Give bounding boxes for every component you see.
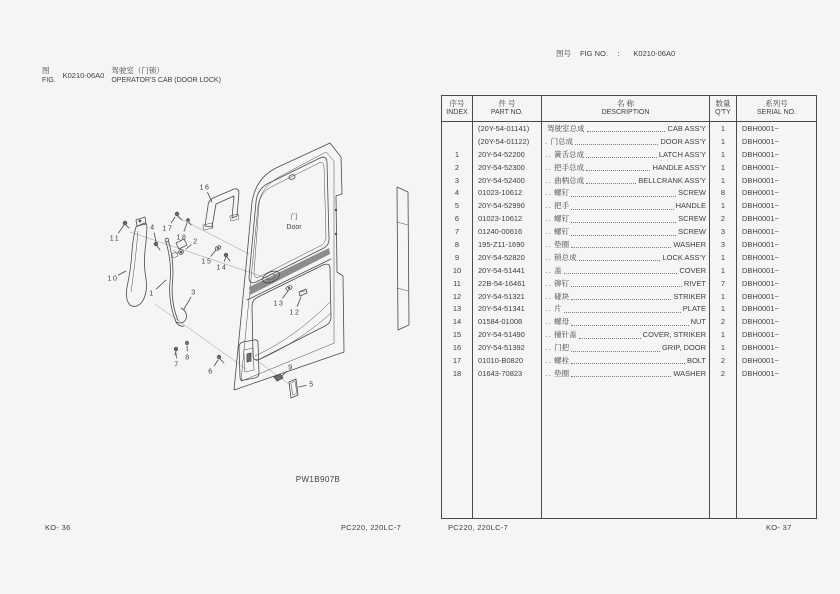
cell-description (541, 367, 709, 380)
callout-leader-line (171, 217, 175, 223)
dotted-leader (571, 228, 676, 236)
callout-label: 2 (193, 238, 199, 246)
fig-label-en: FIG. (42, 76, 56, 84)
cell-qty: 2 (709, 354, 736, 367)
dotted-leader (571, 356, 685, 364)
table-row (442, 341, 816, 354)
cell-qty: 1 (709, 174, 736, 187)
callout-leader-line (211, 250, 216, 256)
indent-dots: .. (545, 175, 553, 185)
table-empty-space (442, 380, 816, 518)
figno-label-en: FIG NO. (580, 49, 608, 58)
cell-description (541, 199, 709, 212)
cell-part-no: 01584-01008 (472, 315, 541, 328)
cell-serial: DBH0001~ (736, 148, 816, 161)
cell-index: 8 (454, 239, 460, 249)
description-en: SCREW (678, 227, 706, 237)
cell-index: 6 (454, 214, 460, 224)
cell-index: 5 (454, 201, 460, 211)
description-en: HANDLE (675, 201, 706, 211)
fig-title-cn: 驾驶室（门锁） (111, 66, 164, 75)
dotted-leader (571, 189, 676, 197)
dotted-leader (571, 240, 671, 248)
dotted-leader (571, 344, 660, 352)
indent-dots: .. (545, 214, 553, 224)
indent-dots: .. (545, 291, 553, 301)
right-model-label: PC220, 220LC-7 (448, 523, 509, 532)
cell-serial: DBH0001~ (736, 199, 816, 212)
dotted-leader (579, 331, 641, 339)
table-row (442, 354, 816, 367)
cell-description (541, 135, 709, 148)
cell-description (541, 264, 709, 277)
cell-index: 17 (452, 355, 462, 365)
indent-dots: .. (545, 201, 553, 211)
fig-title (111, 66, 221, 85)
cell-part-no: (20Y-54-01122) (472, 135, 541, 148)
description-en: RIVET (683, 278, 706, 288)
parts-table-rows (442, 122, 816, 380)
cell-index: 18 (452, 368, 462, 378)
cell-qty: 1 (709, 264, 736, 277)
cell-qty: 8 (709, 186, 736, 199)
cell-part-no: 20Y-54-51441 (472, 264, 541, 277)
table-row (442, 302, 816, 315)
table-row (442, 186, 816, 199)
parts-table-body (442, 122, 816, 518)
cell-index: 12 (452, 291, 462, 301)
description-en: PLATE (682, 304, 706, 314)
callout-label: 17 (162, 225, 174, 233)
lever-cover-part-10 (126, 217, 147, 306)
header-qty-en: Q'TY (715, 108, 731, 116)
cell-serial: DBH0001~ (736, 277, 816, 290)
callout-leader-line (184, 297, 191, 309)
header-index-cn: 序号 (449, 99, 465, 109)
cell-qty: 1 (709, 135, 736, 148)
cell-index: 13 (452, 304, 462, 314)
cell-description (541, 290, 709, 303)
callout-label: 11 (109, 235, 121, 243)
indent-dots: .. (545, 149, 553, 159)
cell-qty: 1 (709, 251, 736, 264)
description-cn: 门把 (554, 343, 570, 353)
cell-serial: DBH0001~ (736, 212, 816, 225)
cell-serial: DBH0001~ (736, 367, 816, 380)
description-cn: 螺钉 (554, 214, 570, 224)
description-en: DOOR ASS'Y (660, 136, 706, 146)
description-cn: 撞针盖 (554, 330, 577, 340)
cell-qty: 3 (709, 238, 736, 251)
callout-label: 14 (216, 264, 228, 272)
cell-part-no: (20Y-54-01141) (472, 122, 541, 135)
fig-title-en: OPERATOR'S CAB (DOOR LOCK) (111, 76, 221, 84)
callout-label: 8 (185, 354, 191, 362)
indent-dots: .. (545, 252, 553, 262)
description-cn: 螺钉 (554, 227, 570, 237)
header-qty (709, 96, 736, 121)
dotted-leader (571, 279, 682, 287)
cell-qty: 1 (709, 148, 736, 161)
cell-part-no: 20Y-54-51392 (472, 341, 541, 354)
header-description (541, 96, 709, 121)
header-index (442, 96, 472, 121)
cell-description (541, 251, 709, 264)
description-en: SCREW (678, 214, 706, 224)
cell-qty: 1 (709, 302, 736, 315)
cell-part-no: 22B-54-16461 (472, 277, 541, 290)
callout-label: 7 (174, 361, 180, 369)
figno-header (556, 48, 675, 59)
cell-part-no: 20Y-54-52400 (472, 174, 541, 187)
construction-lines (130, 217, 290, 385)
indent-dots: .. (545, 317, 553, 327)
callout-label: 5 (309, 381, 315, 389)
cell-part-no: 01023-10612 (472, 212, 541, 225)
description-en: STRIKER (673, 291, 706, 301)
description-en: GRIP, DOOR (661, 343, 706, 353)
callout-leader-line (297, 297, 301, 306)
header-index-en: INDEX (446, 108, 468, 116)
table-row (442, 122, 816, 135)
cell-description (541, 174, 709, 187)
description-cn: 曲柄总成 (554, 175, 585, 185)
indent-dots: . (545, 136, 549, 146)
indent-dots: .. (545, 330, 553, 340)
description-cn: 簧舌总成 (554, 149, 585, 159)
description-en: COVER, STRIKER (642, 330, 706, 340)
table-row (442, 238, 816, 251)
cell-part-no: 01643-70823 (472, 367, 541, 380)
dotted-leader (586, 176, 636, 184)
drawing-number: PW1B907B (295, 475, 341, 484)
callout-leader-line (214, 360, 218, 366)
table-row (442, 212, 816, 225)
cell-part-no: 20Y-54-51341 (472, 302, 541, 315)
cell-serial: DBH0001~ (736, 174, 816, 187)
header-serial-cn: 系列号 (765, 99, 788, 109)
indent-dots: .. (545, 355, 553, 365)
cell-description (541, 161, 709, 174)
filler-cell (541, 380, 709, 518)
door-label-cn: 门 (290, 214, 298, 221)
rod-hook-part-3 (176, 308, 186, 323)
cell-part-no: 01240-00616 (472, 225, 541, 238)
table-row (442, 315, 816, 328)
door-label-en: Door (286, 224, 302, 231)
description-cn: 碰块 (554, 291, 570, 301)
cell-index (442, 122, 472, 135)
door-upper-window (249, 157, 329, 283)
table-row (442, 174, 816, 187)
cell-serial: DBH0001~ (736, 315, 816, 328)
figno-value: K0210-06A0 (633, 49, 676, 58)
table-row (442, 135, 816, 148)
cell-serial: DBH0001~ (736, 225, 816, 238)
cell-part-no: 01023-10612 (472, 186, 541, 199)
description-cn: 把手总成 (554, 162, 585, 172)
cell-index: 15 (452, 330, 462, 340)
cell-description (541, 354, 709, 367)
dotted-leader (587, 124, 666, 132)
header-part-en: PART NO. (490, 108, 524, 116)
cell-qty: 2 (709, 315, 736, 328)
description-en: LOCK ASS'Y (662, 252, 706, 262)
dotted-leader (571, 369, 671, 377)
indent-dots: .. (545, 368, 553, 378)
left-model-label: PC220, 220LC-7 (341, 523, 402, 532)
cell-description (541, 122, 709, 135)
callout-label: 1 (149, 290, 155, 298)
cell-qty: 2 (709, 367, 736, 380)
fig-number: K0210-06A0 (62, 70, 105, 80)
description-cn: 螺栓 (554, 355, 570, 365)
cell-serial: DBH0001~ (736, 135, 816, 148)
cell-serial: DBH0001~ (736, 341, 816, 354)
callout-leader-line (299, 385, 306, 387)
description-cn: 垫圈 (554, 239, 570, 249)
indent-dots: .. (545, 227, 553, 237)
cell-serial: DBH0001~ (736, 328, 816, 341)
cell-serial: DBH0001~ (736, 251, 816, 264)
header-desc-cn: 名 称 (616, 99, 635, 109)
cell-description (541, 186, 709, 199)
cell-part-no: 20Y-54-52300 (472, 161, 541, 174)
description-en: NUT (690, 317, 706, 327)
callout-label: 4 (150, 224, 156, 232)
dotted-leader (571, 318, 688, 326)
description-cn: 螺母 (554, 317, 570, 327)
header-serial-en: SERIAL NO. (756, 108, 797, 116)
cell-description (541, 302, 709, 315)
callout-leader-line (224, 257, 226, 261)
exploded-view-diagram (60, 130, 430, 490)
description-cn: 铆钉 (554, 278, 570, 288)
indent-dots: .. (545, 188, 553, 198)
dotted-leader (579, 253, 661, 261)
cell-index: 2 (454, 162, 460, 172)
table-row (442, 367, 816, 380)
description-en: CAB ASS'Y (667, 123, 706, 133)
description-cn: 垫圈 (554, 368, 570, 378)
callout-leader-line (118, 271, 126, 275)
table-row (442, 161, 816, 174)
cell-description (541, 212, 709, 225)
indent-dots: .. (545, 162, 553, 172)
indent-dots: .. (545, 278, 553, 288)
cell-index: 3 (454, 175, 460, 185)
callout-label: 18 (176, 234, 188, 242)
cell-index: 10 (452, 265, 462, 275)
right-page-number: KO- 37 (766, 523, 792, 532)
latch-assy-part-2 (172, 239, 187, 258)
cell-serial: DBH0001~ (736, 161, 816, 174)
cell-index (442, 135, 472, 148)
table-row (442, 225, 816, 238)
cell-serial: DBH0001~ (736, 354, 816, 367)
filler-cell (472, 380, 541, 518)
callout-label: 13 (273, 300, 285, 308)
cell-serial: DBH0001~ (736, 122, 816, 135)
cell-serial: DBH0001~ (736, 264, 816, 277)
fig-label (42, 66, 56, 85)
callout-label: 3 (191, 289, 197, 297)
cell-index: 11 (453, 278, 461, 288)
cell-qty: 1 (709, 290, 736, 303)
door-edge-strip (397, 187, 409, 330)
description-cn: 驾驶室总成 (547, 123, 585, 133)
cell-description (541, 238, 709, 251)
cell-index: 9 (454, 252, 460, 262)
cell-part-no: 195-Z11-1690 (472, 238, 541, 251)
cell-part-no: 20Y-54-52820 (472, 251, 541, 264)
dotted-leader (586, 150, 657, 158)
cell-serial: DBH0001~ (736, 238, 816, 251)
cell-qty: 7 (709, 277, 736, 290)
table-row (442, 199, 816, 212)
indent-dots: .. (545, 239, 553, 249)
dotted-leader (564, 305, 681, 313)
left-page-number: KO- 36 (45, 523, 71, 532)
cell-part-no: 01010-B0820 (472, 354, 541, 367)
cell-qty: 3 (709, 225, 736, 238)
indent-dots: .. (545, 304, 553, 314)
parts-table-header (442, 96, 816, 122)
callout-label: 12 (289, 309, 301, 317)
description-cn: 螺钉 (554, 188, 570, 198)
dotted-leader (571, 292, 671, 300)
cell-qty: 2 (709, 212, 736, 225)
dotted-leader (571, 202, 673, 210)
header-serial-no (736, 96, 816, 121)
callout-label: 15 (201, 258, 213, 266)
cell-part-no: 20Y-54-52990 (472, 199, 541, 212)
cell-qty: 1 (709, 328, 736, 341)
description-cn: 把手 (554, 201, 570, 211)
description-en: BOLT (686, 355, 706, 365)
cell-description (541, 341, 709, 354)
cell-index: 16 (452, 343, 462, 353)
dotted-leader (564, 266, 678, 274)
cell-index: 1 (454, 149, 460, 159)
cell-index: 7 (454, 227, 460, 237)
header-part-no (472, 96, 541, 121)
callout-leader-line (156, 280, 166, 289)
description-en: HANDLE ASS'Y (652, 162, 706, 172)
callout-label: 16 (199, 184, 211, 192)
cell-description (541, 328, 709, 341)
description-en: WASHER (673, 368, 706, 378)
description-cn: 片 (554, 304, 562, 314)
cell-index: 4 (454, 188, 460, 198)
callout-leader-line (283, 291, 288, 298)
dotted-leader (571, 215, 676, 223)
indent-dots: .. (545, 343, 553, 353)
callout-label: 6 (208, 368, 214, 376)
description-cn: 门总成 (550, 136, 574, 146)
description-en: WASHER (673, 239, 706, 249)
cell-description (541, 277, 709, 290)
filler-cell (736, 380, 816, 518)
callout-leader-line (281, 371, 287, 377)
cell-description (541, 148, 709, 161)
header-desc-en: DESCRIPTION (601, 108, 650, 116)
description-en: SCREW (678, 188, 706, 198)
callout-label: 10 (107, 275, 119, 283)
parts-table (441, 95, 817, 519)
table-row (442, 277, 816, 290)
dotted-leader (586, 163, 650, 171)
description-en: LATCH ASS'Y (658, 149, 706, 159)
fig-header (42, 66, 221, 85)
table-row (442, 264, 816, 277)
door-mid-rail (247, 248, 331, 300)
cell-serial: DBH0001~ (736, 302, 816, 315)
figno-label-cn: 图号 (556, 49, 571, 58)
description-cn: 锁总成 (554, 252, 577, 262)
description-en: BELLCRANK ASS'Y (638, 175, 706, 185)
cell-part-no: 20Y-54-51490 (472, 328, 541, 341)
header-qty-cn: 数量 (715, 99, 731, 109)
cell-serial: DBH0001~ (736, 186, 816, 199)
cell-qty: 1 (709, 341, 736, 354)
filler-cell (709, 380, 736, 518)
callout-leader-line (118, 225, 124, 233)
cell-qty: 1 (709, 161, 736, 174)
description-cn: 盖 (554, 265, 562, 275)
cell-description (541, 315, 709, 328)
dotted-leader (575, 137, 658, 145)
table-row (442, 290, 816, 303)
cell-serial: DBH0001~ (736, 290, 816, 303)
cell-part-no: 20Y-54-51321 (472, 290, 541, 303)
cell-description (541, 225, 709, 238)
fig-label-cn: 图 (42, 66, 50, 75)
callout-label: 9 (288, 364, 294, 372)
cell-qty: 1 (709, 122, 736, 135)
description-en: COVER (679, 265, 706, 275)
table-row (442, 328, 816, 341)
cell-part-no: 20Y-54-52200 (472, 148, 541, 161)
cell-qty: 1 (709, 199, 736, 212)
table-row (442, 148, 816, 161)
filler-cell (442, 380, 472, 518)
callout-leader-line (184, 223, 187, 231)
figno-separator: ： (616, 49, 625, 58)
cell-index: 14 (452, 317, 462, 327)
header-part-cn: 件 号 (498, 99, 516, 109)
table-row (442, 251, 816, 264)
indent-dots: .. (545, 265, 553, 275)
